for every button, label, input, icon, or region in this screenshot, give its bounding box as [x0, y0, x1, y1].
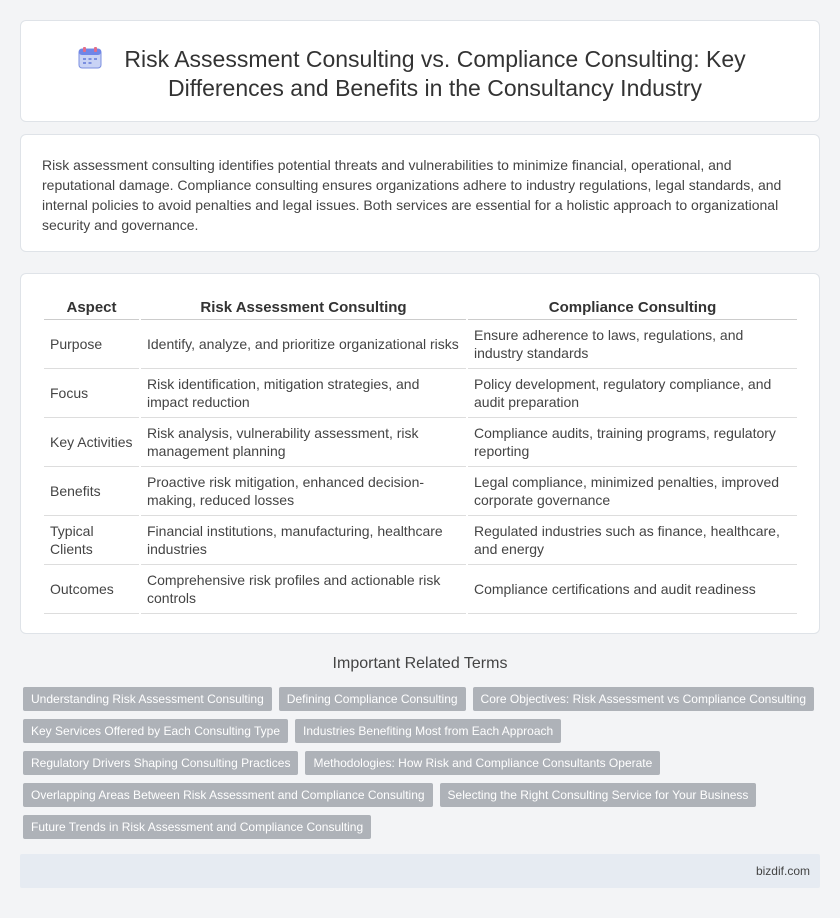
- comparison-table: [42, 297, 799, 614]
- compliance-cell: Legal compliance, minimized penalties, improved corporate governance: [468, 467, 797, 516]
- related-term-tag[interactable]: Methodologies: How Risk and Compliance Consultants Operate: [305, 751, 660, 775]
- compliance-cell: Regulated industries such as finance, healthcare, and energy: [468, 516, 797, 565]
- related-term-tag[interactable]: Future Trends in Risk Assessment and Compliance Consulting: [23, 815, 371, 839]
- related-term-tag[interactable]: Understanding Risk Assessment Consulting: [23, 687, 272, 711]
- tag-row: [23, 815, 823, 839]
- related-term-tag[interactable]: Industries Benefiting Most from Each Approach: [295, 719, 561, 743]
- compliance-cell: Ensure adherence to laws, regulations, and industry standards: [468, 320, 797, 369]
- aspect-cell: Key Activities: [44, 418, 139, 467]
- footer-brand[interactable]: bizdif.com: [755, 864, 810, 878]
- table-header-row: [44, 297, 797, 320]
- table-row: [44, 369, 797, 418]
- aspect-cell: Purpose: [44, 320, 139, 369]
- table-row: [44, 467, 797, 516]
- risk-cell: Risk identification, mitigation strategies, and impact reduction: [141, 369, 466, 418]
- related-term-tag[interactable]: Selecting the Right Consulting Service for Your Business: [440, 783, 757, 807]
- table-row: [44, 320, 797, 369]
- compliance-cell: Compliance audits, training programs, regulatory reporting: [468, 418, 797, 467]
- compliance-cell: Compliance certifications and audit readiness: [468, 565, 797, 614]
- tag-row: [23, 783, 823, 807]
- aspect-cell: Benefits: [44, 467, 139, 516]
- intro-card: [20, 134, 820, 252]
- title-card: [20, 20, 820, 122]
- aspect-cell: Focus: [44, 369, 139, 418]
- related-term-tag[interactable]: Core Objectives: Risk Assessment vs Compliance Consulting: [473, 687, 814, 711]
- intro-text: Risk assessment consulting identifies potential threats and vulnerabilities to minimize financial, operational, and reputational damage. Compliance consulting ensures organizations adhere to industry regulations, legal standards, and internal policies to avoid penalties and legal issues. Both services are essential for a holistic approach to organizational security and governance.: [42, 157, 782, 233]
- table-row: [44, 565, 797, 614]
- related-term-tag[interactable]: Defining Compliance Consulting: [279, 687, 466, 711]
- column-header-compliance: Compliance Consulting: [468, 297, 797, 320]
- tag-row: [23, 751, 823, 775]
- column-header-risk: Risk Assessment Consulting: [141, 297, 466, 320]
- tag-row: [23, 687, 823, 711]
- table-row: [44, 418, 797, 467]
- page-title: Risk Assessment Consulting vs. Compliance Consulting: Key Differences and Benefits in the Consultancy Industry: [124, 46, 746, 101]
- tag-row: [23, 719, 823, 743]
- comparison-card: [20, 273, 820, 634]
- related-terms-heading: Important Related Terms: [332, 655, 508, 672]
- aspect-cell: Outcomes: [44, 565, 139, 614]
- related-term-tag[interactable]: Key Services Offered by Each Consulting Type: [23, 719, 288, 743]
- risk-cell: Risk analysis, vulnerability assessment, risk management planning: [141, 418, 466, 467]
- column-header-aspect: Aspect: [44, 297, 139, 320]
- related-terms-list: [23, 687, 823, 847]
- related-term-tag[interactable]: Regulatory Drivers Shaping Consulting Practices: [23, 751, 298, 775]
- footer: [20, 854, 820, 888]
- compliance-cell: Policy development, regulatory compliance, and audit preparation: [468, 369, 797, 418]
- risk-cell: Comprehensive risk profiles and actionable risk controls: [141, 565, 466, 614]
- risk-cell: Financial institutions, manufacturing, healthcare industries: [141, 516, 466, 565]
- risk-cell: Proactive risk mitigation, enhanced decision-making, reduced losses: [141, 467, 466, 516]
- table-row: [44, 516, 797, 565]
- aspect-cell: Typical Clients: [44, 516, 139, 565]
- related-term-tag[interactable]: Overlapping Areas Between Risk Assessment and Compliance Consulting: [23, 783, 433, 807]
- risk-cell: Identify, analyze, and prioritize organizational risks: [141, 320, 466, 369]
